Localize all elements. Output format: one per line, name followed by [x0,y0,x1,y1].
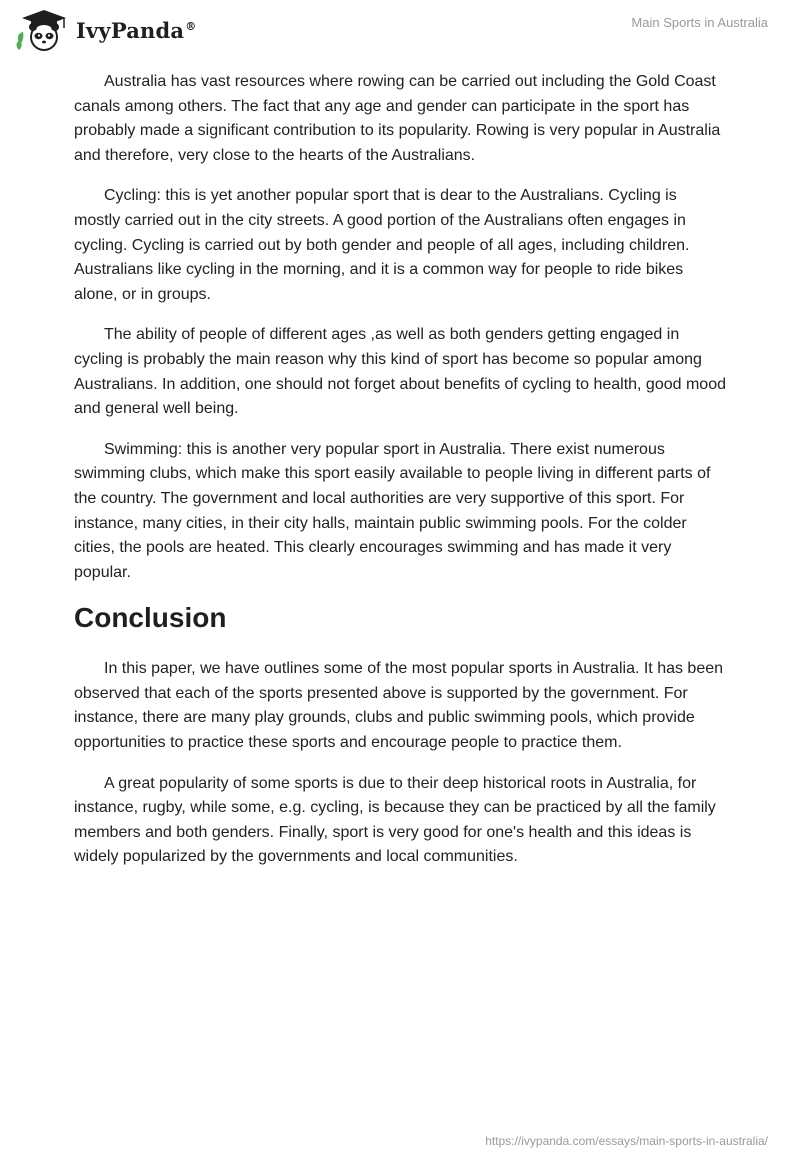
source-url-link[interactable]: https://ivypanda.com/essays/main-sports-in-australia/ [485,1134,768,1148]
page-header [0,0,800,60]
paragraph-swimming: Swimming: this is another very popular sport in Australia. There exist numerous swimming clubs, which make this sport easily available to people living in different parts of the country. The government and local authorities are very supportive of this sport. For instance, many cities, in their city halls, maintain public swimming pools. For the colder cities, the pools are heated. This clearly encourages swimming and has made it very popular. [74,440,711,581]
brand-name: IvyPanda® [76,17,197,43]
document-title: Main Sports in Australia [631,15,768,30]
conclusion-paragraph-1: In this paper, we have outlines some of the most popular sports in Australia. It has been observed that each of the sports presented above is supported by the government. For instance, there are many play grounds, clubs and public swimming pools, which provide opportunities to practice these sports and encourage people to practice them. [74,660,724,752]
paragraph-cycling: Cycling: this is yet another popular sport that is dear to the Australians. Cycling is mostly carried out in the city streets. A good portion of the Australians often engages in cycling. Cycling is carried out by both gender and people of all ages, including children. Australians like cycling in the morning, and it is a common way for people to ride bikes alone, or in groups. [74,187,690,303]
essay-body [74,70,726,886]
conclusion-paragraph-2: A great popularity of some sports is due to their deep historical roots in Australia, for instance, rugby, while some, e.g. cycling, is because they can be practiced by all the family members and both genders. Finally, sport is very good for one's health and this ideas is widely popularized by the governments and local communities. [74,774,716,866]
ivypanda-logo[interactable] [14,8,196,52]
paragraph-cycling-popularity: The ability of people of different ages ,as well as both genders getting engaged in cycling is probably the main reason why this kind of sport has become so popular among Australians. In addition, one should not forget about benefits of cycling to health, good mood and general well being. [74,326,726,418]
paragraph-rowing: Australia has vast resources where rowing can be carried out including the Gold Coast canals among others. The fact that any age and gender can participate in the sport has probably made a significant contribution to its popularity. Rowing is very popular in Australia and therefore, very close to the hearts of the Australians. [74,73,721,164]
panda-logo-icon [14,8,72,52]
conclusion-heading: Conclusion [74,602,227,634]
